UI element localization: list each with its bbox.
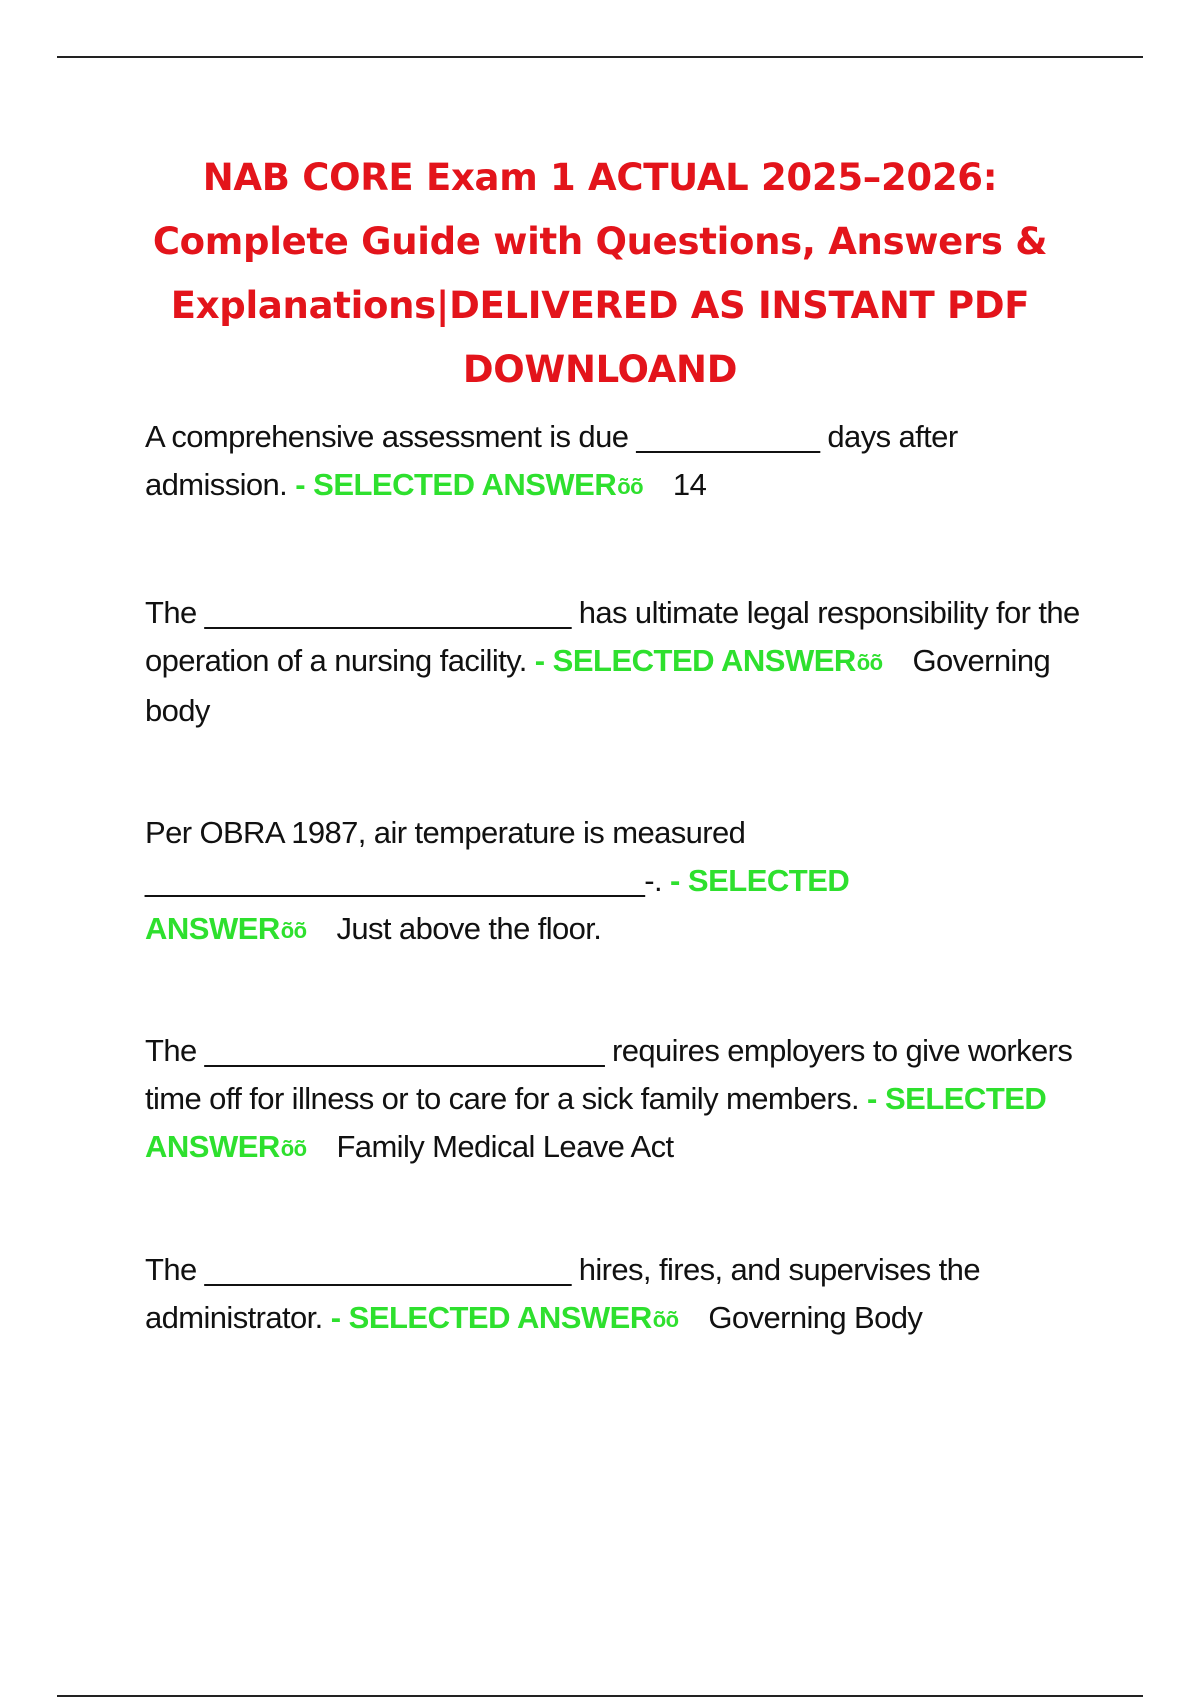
- selected-answer-label: - SELECTED ANSWER: [534, 643, 856, 678]
- answer-text: 14: [672, 467, 707, 502]
- document-title: NAB CORE Exam 1 ACTUAL 2025–2026: Complete Guide with Questions, Answers & Explanations|DELIVERED AS INSTANT PDF DOWNLOAND: [152, 156, 1048, 391]
- question-text: Per OBRA 1987, air temperature is measured ______________________________-.: [145, 815, 746, 898]
- selected-answer-label: - SELECTED ANSWER: [330, 1300, 652, 1335]
- answer-text: Family Medical Leave Act: [336, 1129, 674, 1164]
- question-item-5: [145, 1246, 1090, 1344]
- answer-text: Governing body: [145, 643, 1051, 728]
- answer-marker-icon: õõ: [856, 650, 883, 675]
- answer-marker-icon: õõ: [280, 918, 307, 943]
- question-item-2: [145, 589, 1090, 735]
- footer-rule: [57, 1695, 1143, 1697]
- answer-marker-icon: õõ: [617, 474, 643, 499]
- answer-text: Just above the floor.: [336, 911, 602, 946]
- selected-answer-label: - SELECTED ANSWER: [295, 467, 617, 502]
- question-item-3: [145, 809, 1090, 955]
- answer-marker-icon: õõ: [280, 1136, 307, 1161]
- question-text: The ______________________ hires, fires, and supervises the administrator.: [145, 1252, 980, 1335]
- question-text: The ________________________ requires employers to give workers time off for illness or to care for a sick family members.: [145, 1033, 1073, 1116]
- question-item-4: [145, 1027, 1090, 1173]
- answer-marker-icon: õõ: [652, 1307, 679, 1332]
- answer-text: Governing Body: [708, 1300, 923, 1335]
- selected-answer-label: - SELECTED ANSWER: [145, 863, 850, 946]
- header-rule: [57, 56, 1143, 58]
- question-text: The ______________________ has ultimate legal responsibility for the operation of a nursing facility.: [145, 595, 1080, 678]
- question-text: A comprehensive assessment is due ___________ days after admission.: [145, 419, 958, 502]
- question-item-1: [145, 413, 1090, 511]
- selected-answer-label: - SELECTED ANSWER: [145, 1081, 1047, 1164]
